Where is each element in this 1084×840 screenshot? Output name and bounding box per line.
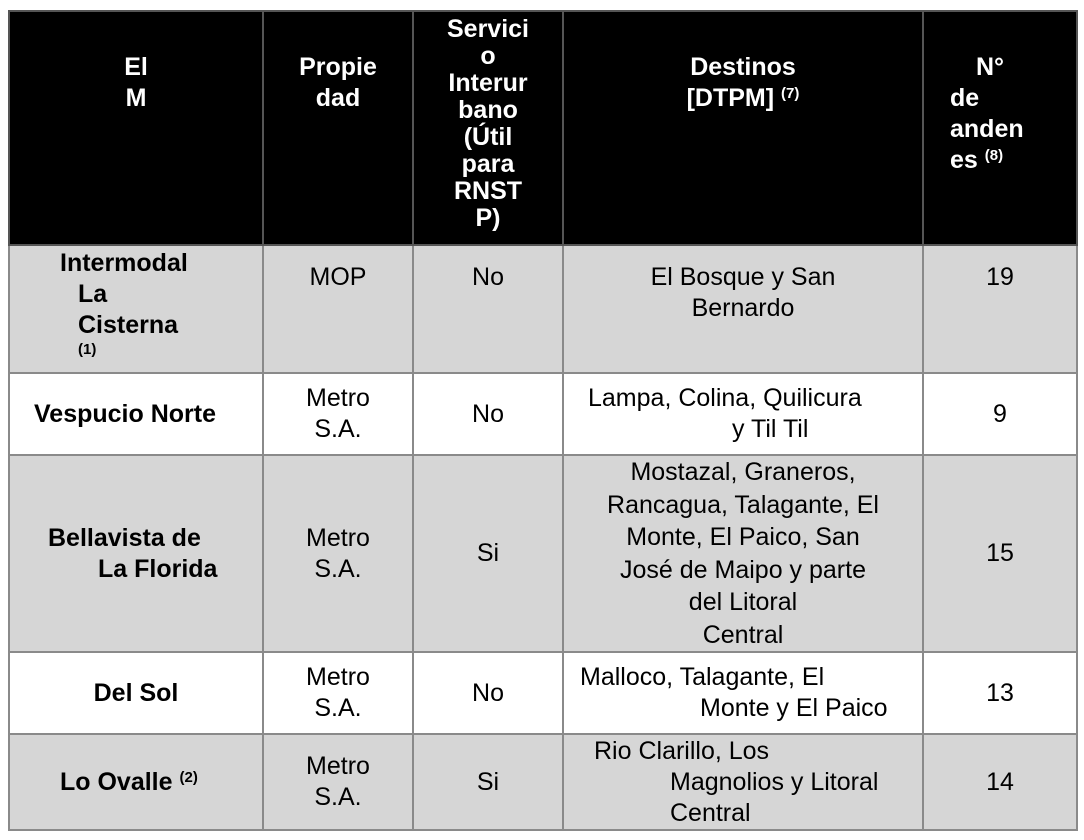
- interurban-cell: Si: [413, 734, 563, 830]
- destinations-cell: Malloco, Talagante, El Monte y El Paico: [563, 652, 923, 734]
- station-cell: Vespucio Norte: [9, 373, 263, 455]
- destinations-cell: Lampa, Colina, Quilicura y Til Til: [563, 373, 923, 455]
- table-row: [9, 652, 1077, 734]
- interurban-cell: No: [413, 652, 563, 734]
- footnote-1: (1): [78, 341, 97, 358]
- interurban-cell: Si: [413, 455, 563, 652]
- table-row: [9, 245, 1077, 373]
- header-row: [9, 11, 1077, 245]
- station-cell: Bellavista de La Florida: [9, 455, 263, 652]
- platforms-cell: 9: [923, 373, 1077, 455]
- owner-cell: Metro S.A.: [263, 652, 413, 734]
- interurban-cell: No: [413, 373, 563, 455]
- station-cell: Del Sol: [9, 652, 263, 734]
- table-row: [9, 734, 1077, 830]
- header-owner: Propie dad: [263, 11, 413, 245]
- footnote-7: (7): [781, 85, 800, 102]
- table-row: [9, 373, 1077, 455]
- platforms-cell: 19: [923, 245, 1077, 373]
- interurban-cell: No: [413, 245, 563, 373]
- header-destinations: Destinos [DTPM] $^{(7)}$: [563, 11, 923, 245]
- owner-cell: MOP: [263, 245, 413, 373]
- station-cell: Lo Ovalle $^{(2)}$: [9, 734, 263, 830]
- table-row: [9, 455, 1077, 652]
- footnote-8: (8): [984, 147, 1004, 164]
- platforms-cell: 13: [923, 652, 1077, 734]
- owner-cell: Metro S.A.: [263, 455, 413, 652]
- destinations-cell: Rio Clarillo, Los Magnolios y Litoral Central: [563, 734, 923, 830]
- platforms-cell: 14: [923, 734, 1077, 830]
- terminals-table: [8, 10, 1078, 831]
- owner-cell: Metro S.A.: [263, 373, 413, 455]
- header-platforms: N° de anden es $^{(8)}$: [923, 11, 1077, 245]
- header-interurban: Servici o Interur bano (Útil para RNST P): [413, 11, 563, 245]
- platforms-cell: 15: [923, 455, 1077, 652]
- footnote-2: (2): [179, 768, 198, 786]
- header-station: El M: [9, 11, 263, 245]
- owner-cell: Metro S.A.: [263, 734, 413, 830]
- destinations-cell: El Bosque y San Bernardo: [563, 245, 923, 373]
- station-cell: Intermodal La Cisterna (1): [9, 245, 263, 373]
- destinations-cell: Mostazal, Graneros, Rancagua, Talagante, El Monte, El Paico, San José de Maipo y parte del Litoral Central: [563, 455, 923, 652]
